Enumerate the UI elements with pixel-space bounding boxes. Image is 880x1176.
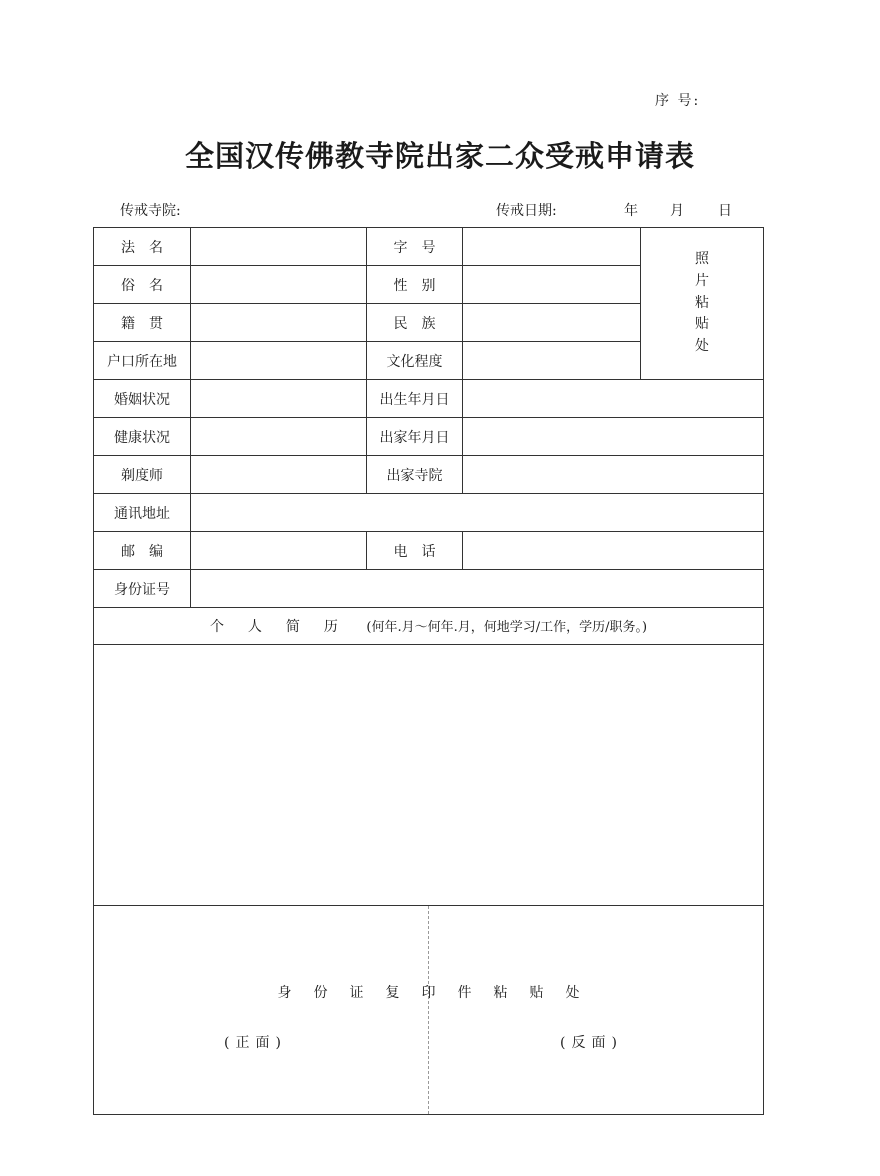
application-form-table — [93, 227, 764, 1115]
marital-status-label: 婚姻状况 — [94, 380, 191, 418]
gender-field[interactable] — [463, 266, 641, 304]
home-temple-label: 出家寺院 — [367, 456, 463, 494]
ordination-date-label: 传戒日期: — [496, 203, 557, 219]
tonsure-master-label: 剃度师 — [94, 456, 191, 494]
phone-label: 电 话 — [367, 532, 463, 570]
marital-status-field[interactable] — [191, 380, 367, 418]
day-label: 日 — [718, 203, 732, 219]
gender-label: 性 别 — [367, 266, 463, 304]
table-row — [94, 456, 764, 494]
monk-ordination-date-field[interactable] — [463, 418, 764, 456]
home-temple-field[interactable] — [463, 456, 764, 494]
resume-row — [94, 645, 764, 906]
id-number-label: 身份证号 — [94, 570, 191, 608]
education-field[interactable] — [463, 342, 641, 380]
form-title: 全国汉传佛教寺院出家二众受戒申请表 — [184, 139, 695, 173]
courtesy-name-label: 字 号 — [367, 228, 463, 266]
phone-field[interactable] — [463, 532, 764, 570]
table-row — [94, 380, 764, 418]
id-copy-paste-area[interactable] — [94, 906, 764, 1115]
month-label: 月 — [670, 203, 684, 219]
id-copy-front-label: (正面) — [224, 1035, 287, 1051]
resume-header-row — [94, 608, 764, 645]
table-row — [94, 494, 764, 532]
ethnicity-field[interactable] — [463, 304, 641, 342]
birth-date-field[interactable] — [463, 380, 764, 418]
health-status-field[interactable] — [191, 418, 367, 456]
lay-name-field[interactable] — [191, 266, 367, 304]
health-status-label: 健康状况 — [94, 418, 191, 456]
photo-char: 贴 — [695, 316, 709, 333]
mailing-address-label: 通讯地址 — [94, 494, 191, 532]
monk-ordination-date-label: 出家年月日 — [367, 418, 463, 456]
household-registration-field[interactable] — [191, 342, 367, 380]
photo-char: 粘 — [695, 294, 709, 311]
dharma-name-field[interactable] — [191, 228, 367, 266]
native-place-label: 籍 贯 — [94, 304, 191, 342]
id-copy-title: 身份证复印件粘贴处 — [277, 985, 602, 1001]
serial-number-label: 序 号: — [655, 93, 701, 109]
ethnicity-label: 民 族 — [367, 304, 463, 342]
postal-code-label: 邮 编 — [94, 532, 191, 570]
education-label: 文化程度 — [367, 342, 463, 380]
id-copy-divider — [428, 906, 429, 1114]
photo-char: 片 — [695, 272, 709, 289]
resume-label: 个人简历 — [209, 619, 362, 635]
dharma-name-label: 法 名 — [94, 228, 191, 266]
resume-field[interactable] — [94, 645, 764, 906]
mailing-address-field[interactable] — [191, 494, 764, 532]
year-label: 年 — [624, 203, 638, 219]
id-copy-back-label: (反面) — [560, 1035, 623, 1051]
photo-char: 照 — [695, 251, 709, 268]
id-number-field[interactable] — [191, 570, 764, 608]
photo-char: 处 — [695, 338, 709, 355]
id-copy-row — [94, 906, 764, 1115]
table-row — [94, 532, 764, 570]
resume-note: (何年.月～何年.月，何地学习/工作，学历/职务。) — [366, 620, 648, 635]
table-row — [94, 228, 764, 266]
table-row — [94, 570, 764, 608]
birth-date-label: 出生年月日 — [367, 380, 463, 418]
tonsure-master-field[interactable] — [191, 456, 367, 494]
lay-name-label: 俗 名 — [94, 266, 191, 304]
household-registration-label: 户口所在地 — [94, 342, 191, 380]
table-row — [94, 418, 764, 456]
courtesy-name-field[interactable] — [463, 228, 641, 266]
native-place-field[interactable] — [191, 304, 367, 342]
postal-code-field[interactable] — [191, 532, 367, 570]
photo-paste-area[interactable] — [641, 228, 764, 380]
ordination-temple-label: 传戒寺院: — [120, 203, 181, 219]
resume-header — [94, 608, 764, 645]
